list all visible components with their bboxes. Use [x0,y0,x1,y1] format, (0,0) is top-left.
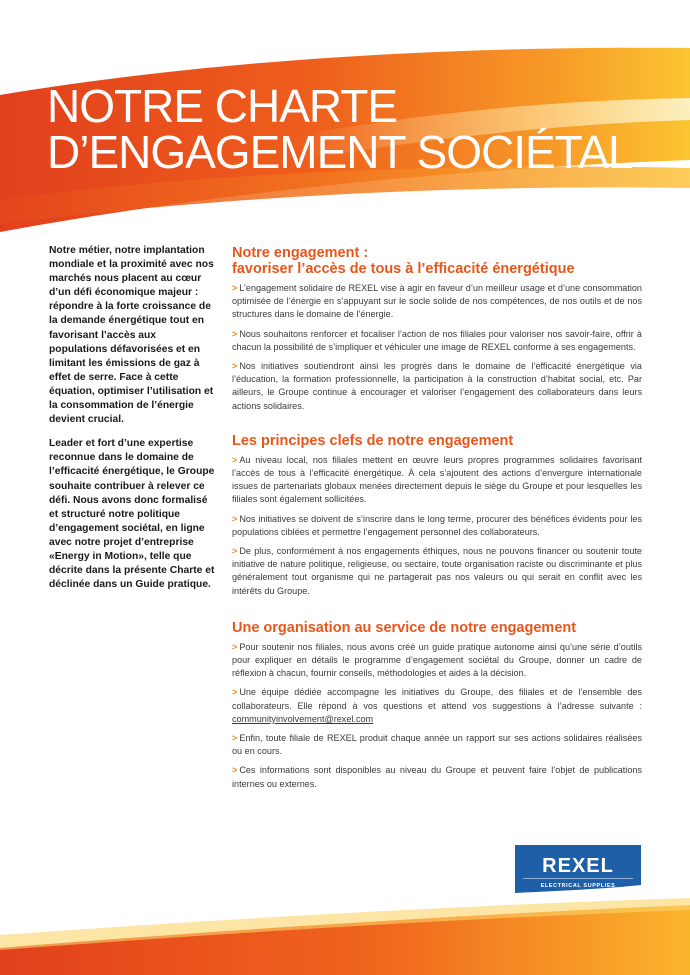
paragraph-text: Nos initiatives soutiendront ainsi les progrès dans le domaine de l’efficacité énergétique via l’éducation, la formation professionnelle, la participation à la construction d’habitat social, etc. Par ailleurs, le Groupe continue à encourager et valoriser l’engagement des collaborateurs dans leurs actions solidaires. [232,361,642,411]
bullet-arrow-icon: > [232,546,238,557]
bullet-paragraph [232,641,642,681]
paragraph-text: Nos initiatives se doivent de s’inscrire dans le long terme, procurer des bénéfices évidents pour les populations ciblées et permettre l’engagement personnel des collaborateurs. [232,513,642,537]
bullet-arrow-icon: > [232,641,238,652]
section-heading [232,245,642,277]
main-column [232,245,642,797]
contact-email-link[interactable]: communityinvolvement@rexel.com [232,713,374,724]
bullet-arrow-icon: > [232,283,238,293]
intro-paragraph-2: Leader et fort d’une expertise reconnue dans le domaine de l’efficacité énergétique, le Groupe souhaite contribuer à relever ce défi. Nous avons donc formalisé et structuré notre politique d’engagement sociétal, en ligne avec notre projet d’entreprise «Energy in Motion», telle que décrite dans la présente Charte et déclinée dans un Guide pratique. [49,438,215,591]
paragraph-text: De plus, conformément à nos engagements éthiques, nous ne pouvons financer ou soutenir toute initiative de nature politique, religieuse, ou sectaire, toute organisation raciste ou discriminante et plus généralement tout organisme qui ne partagerait pas nos valeurs ou qui serait en conflit avec les intérêts du Groupe. [232,546,642,596]
intro-column [49,244,217,602]
section-engagement [232,245,642,413]
intro-paragraph-1: Notre métier, notre implantation mondiale et la proximité avec nos marchés nous placent au cœur d’un défi économique majeur : répondre à la forte croissance de la demande énergétique tout en favorisant l’accès aux populations défavorisées et en limitant les émissions de gaz à effet de serre. Face à cette équation, optimiser l’utilisation et la consommation de l’énergie devient crucial. [49,245,214,426]
bullet-arrow-icon: > [232,454,238,465]
bullet-arrow-icon: > [232,513,238,524]
paragraph-text: Pour soutenir nos filiales, nous avons créé un guide pratique autonome ainsi qu’une série d’outils pour expliquer en détails le programme d’engagement sociétal du Groupe, donner un cadre de réflexion à chacun, fournir conseils, méthodologies et aides à la décision. [232,641,642,679]
title-line-1: NOTRE CHARTE [47,80,398,132]
bullet-arrow-icon: > [232,361,238,372]
bullet-paragraph [232,545,642,598]
logo-tagline: ELECTRICAL SUPPLIES [540,883,616,889]
bullet-arrow-icon: > [232,733,238,744]
paragraph-text: Nous souhaitons renforcer et focaliser l’action de nos filiales pour valoriser nos savoir-faire, offrir à chacun la possibilité de s’impliquer et véhiculer une image de REXEL conforme à ses engagements. [232,328,642,352]
bullet-paragraph [232,282,642,322]
section-heading-line-1: Une organisation au service de notre engagement [232,619,577,636]
section-heading-line-2: favoriser l’accès de tous à l’efficacité énergétique [232,261,575,277]
bullet-paragraph [232,686,642,726]
logo-wordmark: REXEL [542,855,614,877]
paragraph-text: Une équipe dédiée accompagne les initiatives du Groupe, des filiales et de l’ensemble des collaborateurs. Elle répond à vos questions et attend vos suggestions à l’adresse suivante : [232,687,642,711]
bullet-arrow-icon: > [232,687,238,698]
section-heading [232,433,642,449]
section-heading-line-1: Notre engagement : [232,245,369,261]
section-heading-line-1: Les principes clefs de notre engagement [232,432,514,449]
page-title [47,80,633,178]
paragraph-text: L’engagement solidaire de REXEL vise à agir en faveur d’un meilleur usage et d’une consommation optimisée de l’énergie en s’appuyant sur le socle solide de nos compétences, de nos outils et de nos structures dans le domaine de l’énergie. [232,283,642,320]
bullet-paragraph [232,764,642,790]
paragraph-text: Au niveau local, nos filiales mettent en œuvre leurs propres programmes solidaires favorisant l’accès de tous à l’efficacité énergétique. À cela s’ajoutent des actions d’envergure internationale issues de partenariats globaux menées directement depuis le siège du Groupe et pour lesquelles les filiales sont également sollicitées. [232,454,642,505]
section-principles [232,433,642,598]
paragraph-text: Enfin, toute filiale de REXEL produit chaque année un rapport sur ses actions solidaires réalisées ou en cours. [232,733,642,757]
paragraph-text: Ces informations sont disponibles au niveau du Groupe et peuvent faire l’objet de publications internes ou externes. [232,765,642,789]
bullet-paragraph [232,513,642,539]
bullet-arrow-icon: > [232,328,238,339]
section-organisation [232,620,642,791]
bullet-paragraph [232,732,642,758]
bullet-paragraph [232,328,642,354]
bullet-paragraph [232,454,642,507]
section-heading [232,620,642,636]
bullet-paragraph [232,360,642,413]
bullet-arrow-icon: > [232,765,238,776]
title-line-2: D’ENGAGEMENT SOCIÉTAL [47,126,633,178]
rexel-logo [515,845,641,893]
